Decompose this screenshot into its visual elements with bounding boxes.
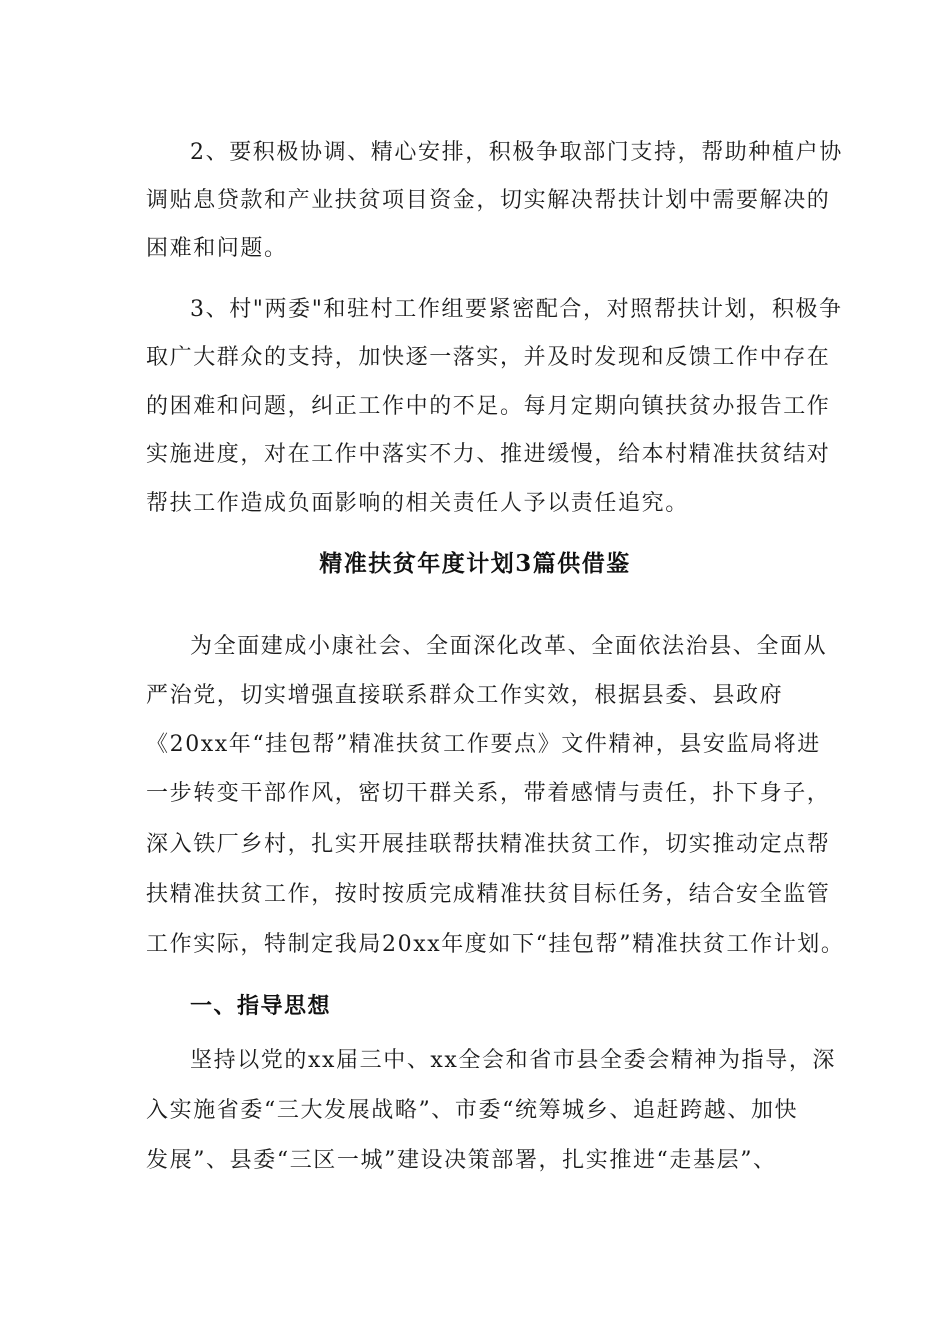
paragraph-2-line-1: 2、要积极协调、精心安排，积极争取部门支持，帮助种植户协 (190, 140, 843, 165)
paragraph-3-line-4: 实施进度，对在工作中落实不力、推进缓慢，给本村精准扶贫结对 (146, 442, 831, 467)
section-heading-guiding-thought: 一、指导思想 (190, 993, 332, 1019)
guide-line-3: 发展”、县委“三区一城”建设决策部署，扎实推进“走基层”、 (146, 1148, 777, 1173)
intro-line-5: 深入铁厂乡村，扎实开展挂联帮扶精准扶贫工作，切实推动定点帮 (146, 832, 831, 857)
intro-line-4: 一步转变干部作风，密切干群关系，带着感情与责任，扑下身子， (146, 781, 831, 806)
intro-line-7: 工作实际，特制定我局20xx年度如下“挂包帮”精准扶贫工作计划。 (146, 932, 845, 957)
paragraph-2-line-3: 困难和问题。 (146, 236, 288, 261)
intro-line-1: 为全面建成小康社会、全面深化改革、全面依法治县、全面从 (190, 634, 828, 659)
guide-line-1: 坚持以党的xx届三中、xx全会和省市县全委会精神为指导，深 (190, 1048, 837, 1073)
paragraph-2-line-2: 调贴息贷款和产业扶贫项目资金，切实解决帮扶计划中需要解决的 (146, 188, 831, 213)
paragraph-3-line-5: 帮扶工作造成负面影响的相关责任人予以责任追究。 (146, 491, 689, 516)
intro-line-6: 扶精准扶贫工作，按时按质完成精准扶贫目标任务，结合安全监管 (146, 882, 831, 907)
paragraph-3-line-2: 取广大群众的支持，加快逐一落实，并及时发现和反馈工作中存在 (146, 345, 831, 370)
paragraph-3-line-1: 3、村"两委"和驻村工作组要紧密配合，对照帮扶计划，积极争 (190, 297, 843, 322)
paragraph-3-line-3: 的困难和问题，纠正工作中的不足。每月定期向镇扶贫办报告工作 (146, 394, 831, 419)
intro-line-3: 《20xx年“挂包帮”精准扶贫工作要点》文件精神，县安监局将进 (146, 732, 821, 757)
intro-line-2: 严治党，切实增强直接联系群众工作实效，根据县委、县政府 (146, 683, 784, 708)
guide-line-2: 入实施省委“三大发展战略”、市委“统筹城乡、追赶跨越、加快 (146, 1098, 799, 1123)
document-title: 精准扶贫年度计划3篇供借鉴 (319, 550, 631, 577)
